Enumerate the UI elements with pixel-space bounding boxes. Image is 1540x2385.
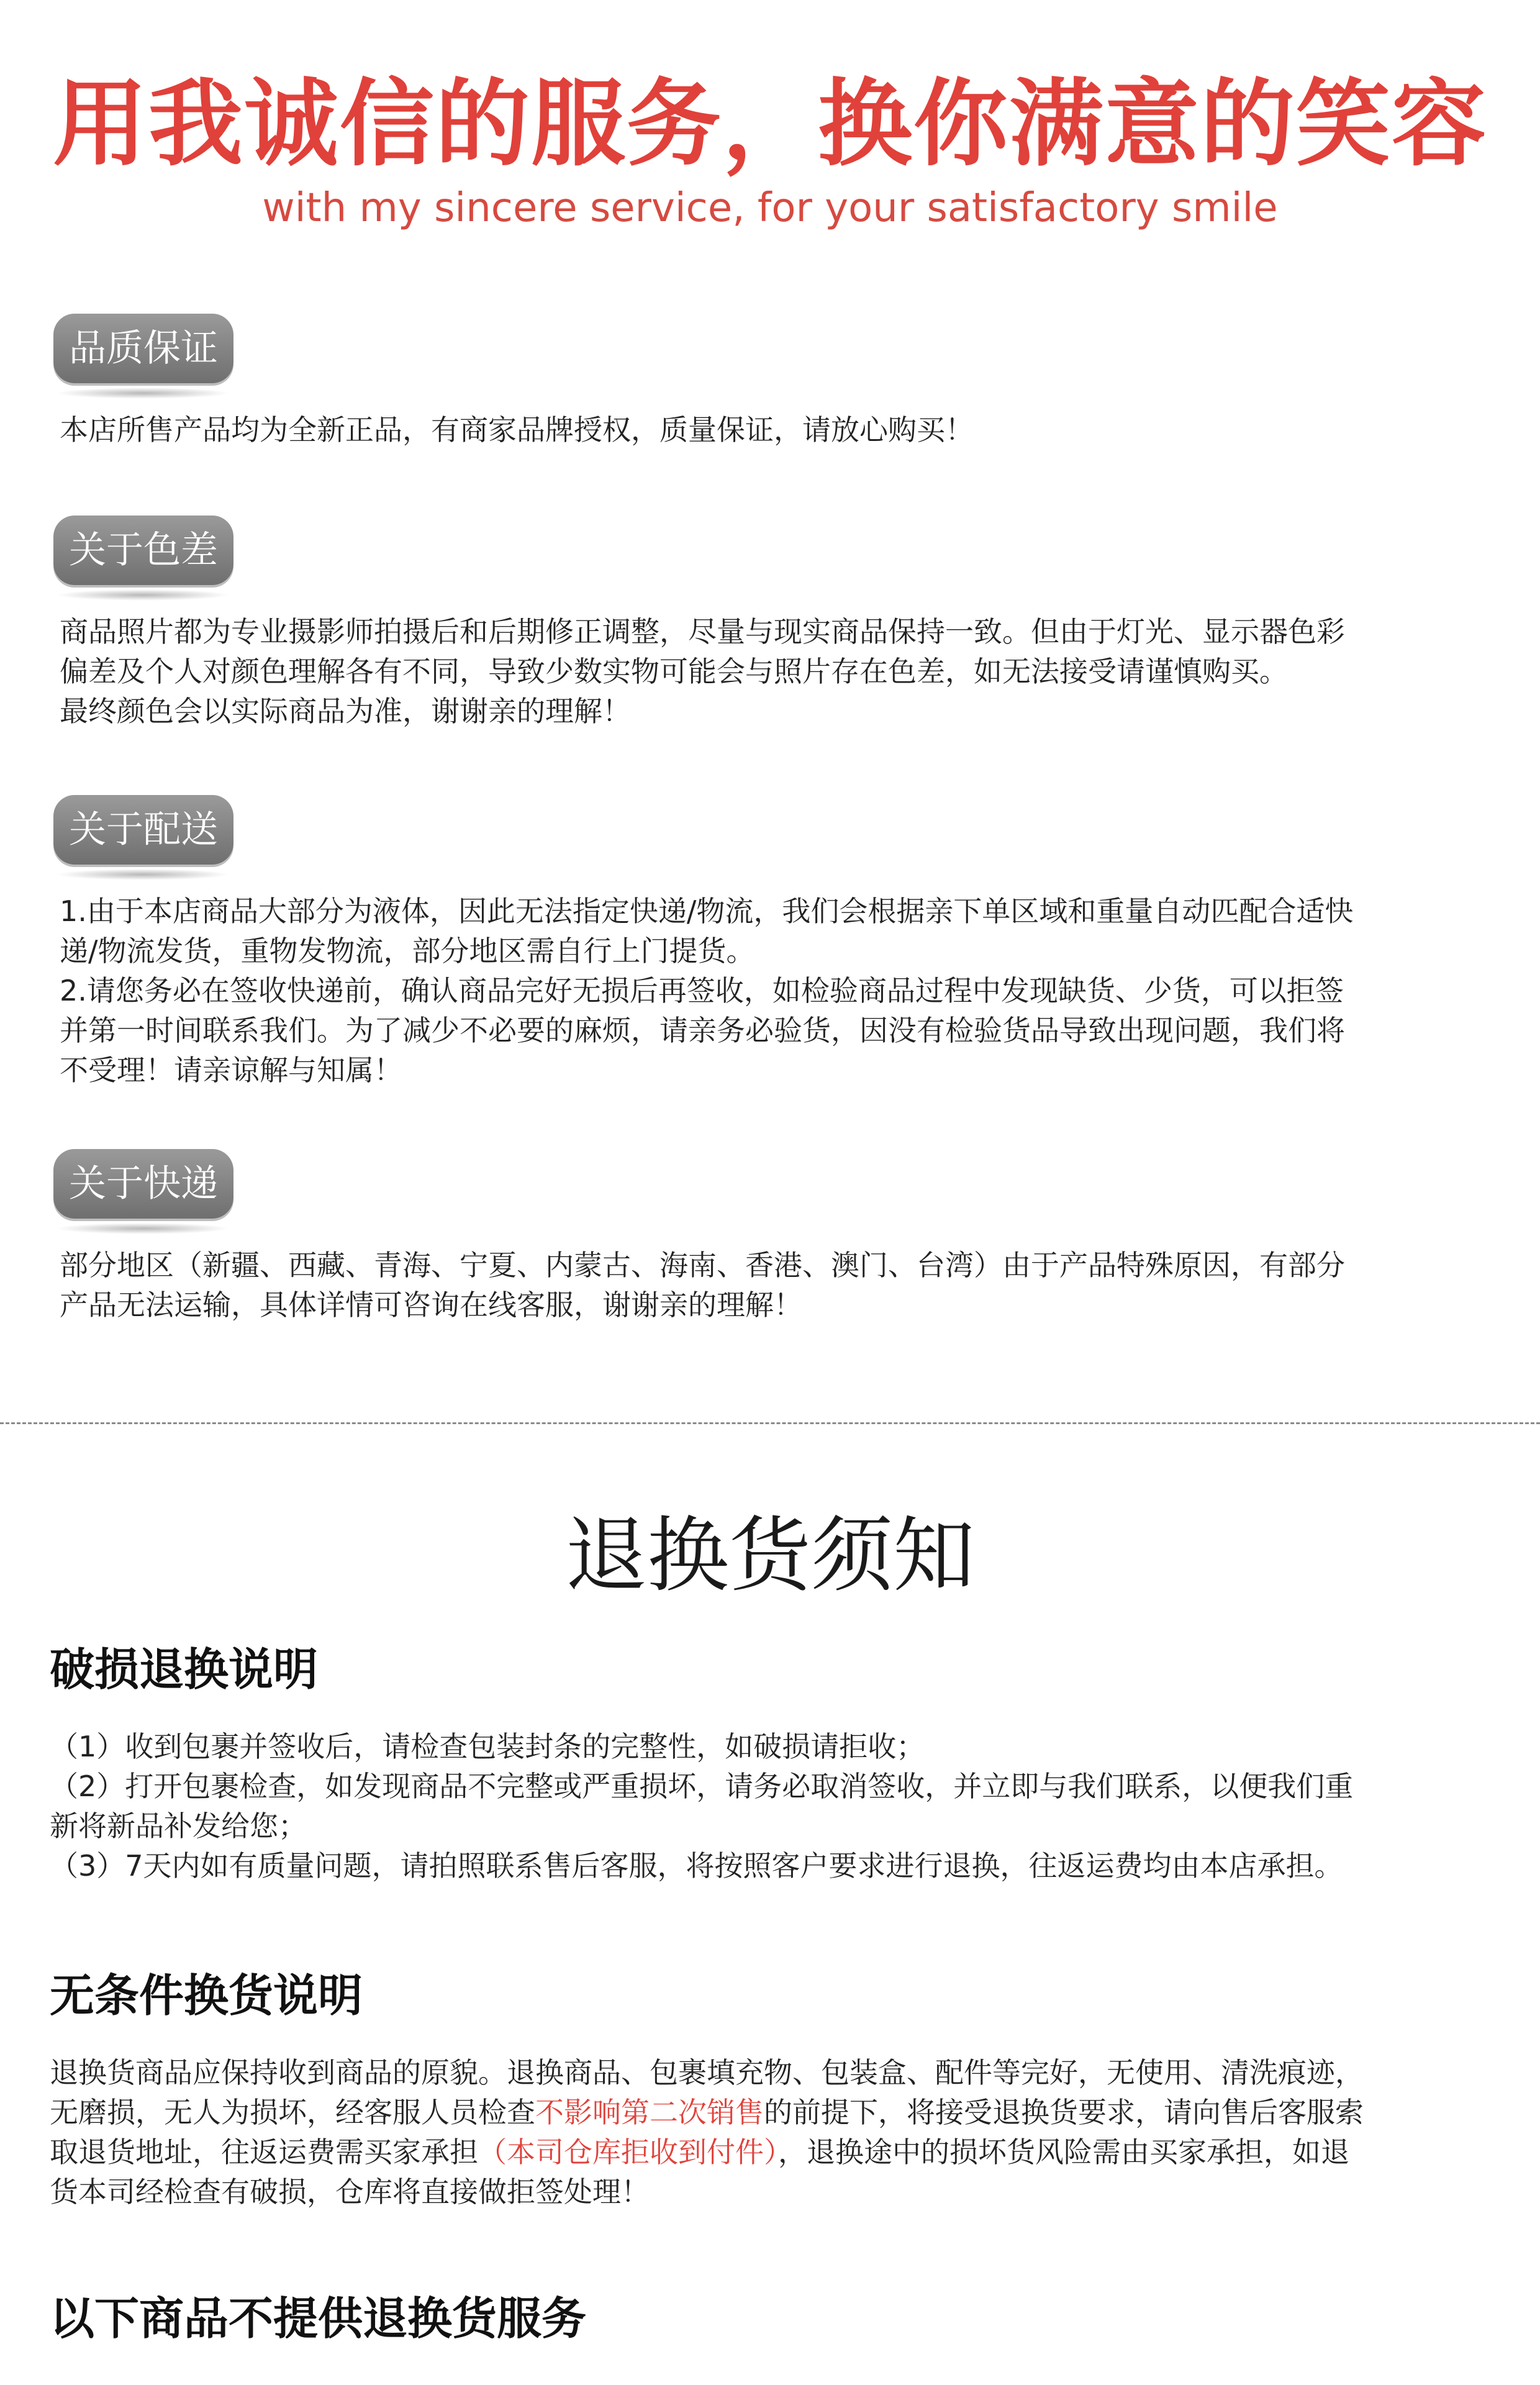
section-express-text — [60, 1245, 1488, 1325]
headline-english: with my sincere service, for your satisfactory smile — [262, 185, 1278, 231]
text-line: （1）收到包裹并签收后，请检查包装封条的完整性，如破损请拒收； — [50, 1730, 925, 1763]
section-quality-text — [60, 410, 1488, 450]
highlight-text: （本司仓库拒收到付件） — [478, 2135, 778, 2169]
damage-return-text — [50, 1727, 1497, 1886]
tag-shadow — [56, 1223, 230, 1234]
text-line: 货本司经检查有破损，仓库将直接做拒签处理！ — [50, 2175, 650, 2209]
damage-return-heading: 破损退换说明 — [50, 1643, 319, 1696]
exchange-heading: 无条件换货说明 — [50, 1969, 363, 2022]
tag-delivery: 关于配送 — [53, 795, 233, 865]
text-segment: 的前提下，将接受退换货要求，请向售后客服索 — [764, 2096, 1364, 2129]
text-segment: ，退换途中的损坏货风险需由买家承担，如退 — [778, 2135, 1349, 2169]
text-line — [50, 2132, 1497, 2172]
section-delivery-text — [60, 891, 1488, 1090]
text-line: 商品照片都为专业摄影师拍摄后和后期修正调整，尽量与现实商品保持一致。但由于灯光、显示器色彩 — [60, 615, 1345, 648]
text-line: 最终颜色会以实际商品为准，谢谢亲的理解！ — [60, 694, 631, 728]
text-line: 不受理！请亲谅解与知属！ — [60, 1053, 402, 1087]
tag-shadow — [56, 589, 230, 601]
text-line — [50, 2092, 1497, 2132]
text-line: 部分地区（新疆、西藏、青海、宁夏、内蒙古、海南、香港、澳门、台湾）由于产品特殊原因，有部分 — [60, 1248, 1345, 1282]
text-line: 递/物流发货，重物发物流，部分地区需自行上门提货。 — [60, 934, 755, 968]
text-line: 2.请您务必在签收快递前，确认商品完好无损后再签收，如检验商品过程中发现缺货、少货，可以拒签 — [60, 974, 1344, 1007]
tag-express: 关于快递 — [53, 1149, 233, 1219]
text-segment: 无磨损，无人为损坏，经客服人员检查 — [50, 2096, 535, 2129]
text-line: （3）7天内如有质量问题，请拍照联系售后客服，将按照客户要求进行退换，往返运费均由本店承担。 — [50, 1849, 1343, 1883]
section-color-text — [60, 612, 1488, 731]
text-line: 新将新品补发给您； — [50, 1809, 307, 1843]
headline: 用我诚信的服务，换你满意的笑容 — [53, 69, 1487, 179]
text-line: 并第一时间联系我们。为了减少不必要的麻烦，请亲务必验货，因没有检验货品导致出现问题，我们将 — [60, 1014, 1345, 1047]
text-line: 退换货商品应保持收到商品的原貌。退换商品、包裹填充物、包装盒、配件等完好，无使用、清洗痕迹， — [50, 2056, 1364, 2089]
text-line: 偏差及个人对颜色理解各有不同，导致少数实物可能会与照片存在色差，如无法接受请谨慎购买。 — [60, 655, 1288, 688]
text-line: 本店所售产品均为全新正品，有商家品牌授权，质量保证，请放心购买！ — [60, 413, 974, 447]
tag-shadow — [56, 388, 230, 399]
tag-quality: 品质保证 — [53, 314, 233, 383]
text-line: （2）打开包裹检查，如发现商品不完整或严重损坏，请务必取消签收，并立即与我们联系，以便我们重 — [50, 1769, 1354, 1803]
text-line: 1.由于本店商品大部分为液体，因此无法指定快递/物流，我们会根据亲下单区域和重量自动匹配合适快 — [60, 894, 1354, 928]
text-line: 产品无法运输，具体详情可咨询在线客服，谢谢亲的理解！ — [60, 1288, 802, 1322]
tag-color-difference: 关于色差 — [53, 516, 233, 585]
exchange-text — [50, 2053, 1497, 2212]
tag-shadow — [56, 869, 230, 880]
no-return-heading: 以下商品不提供退换货服务 — [50, 2292, 587, 2345]
return-notice-title: 退换货须知 — [565, 1508, 975, 1604]
highlight-text: 不影响第二次销售 — [535, 2096, 764, 2129]
text-segment: 取退货地址，往返运费需买家承担 — [50, 2135, 478, 2169]
dashed-divider — [0, 1422, 1540, 1424]
